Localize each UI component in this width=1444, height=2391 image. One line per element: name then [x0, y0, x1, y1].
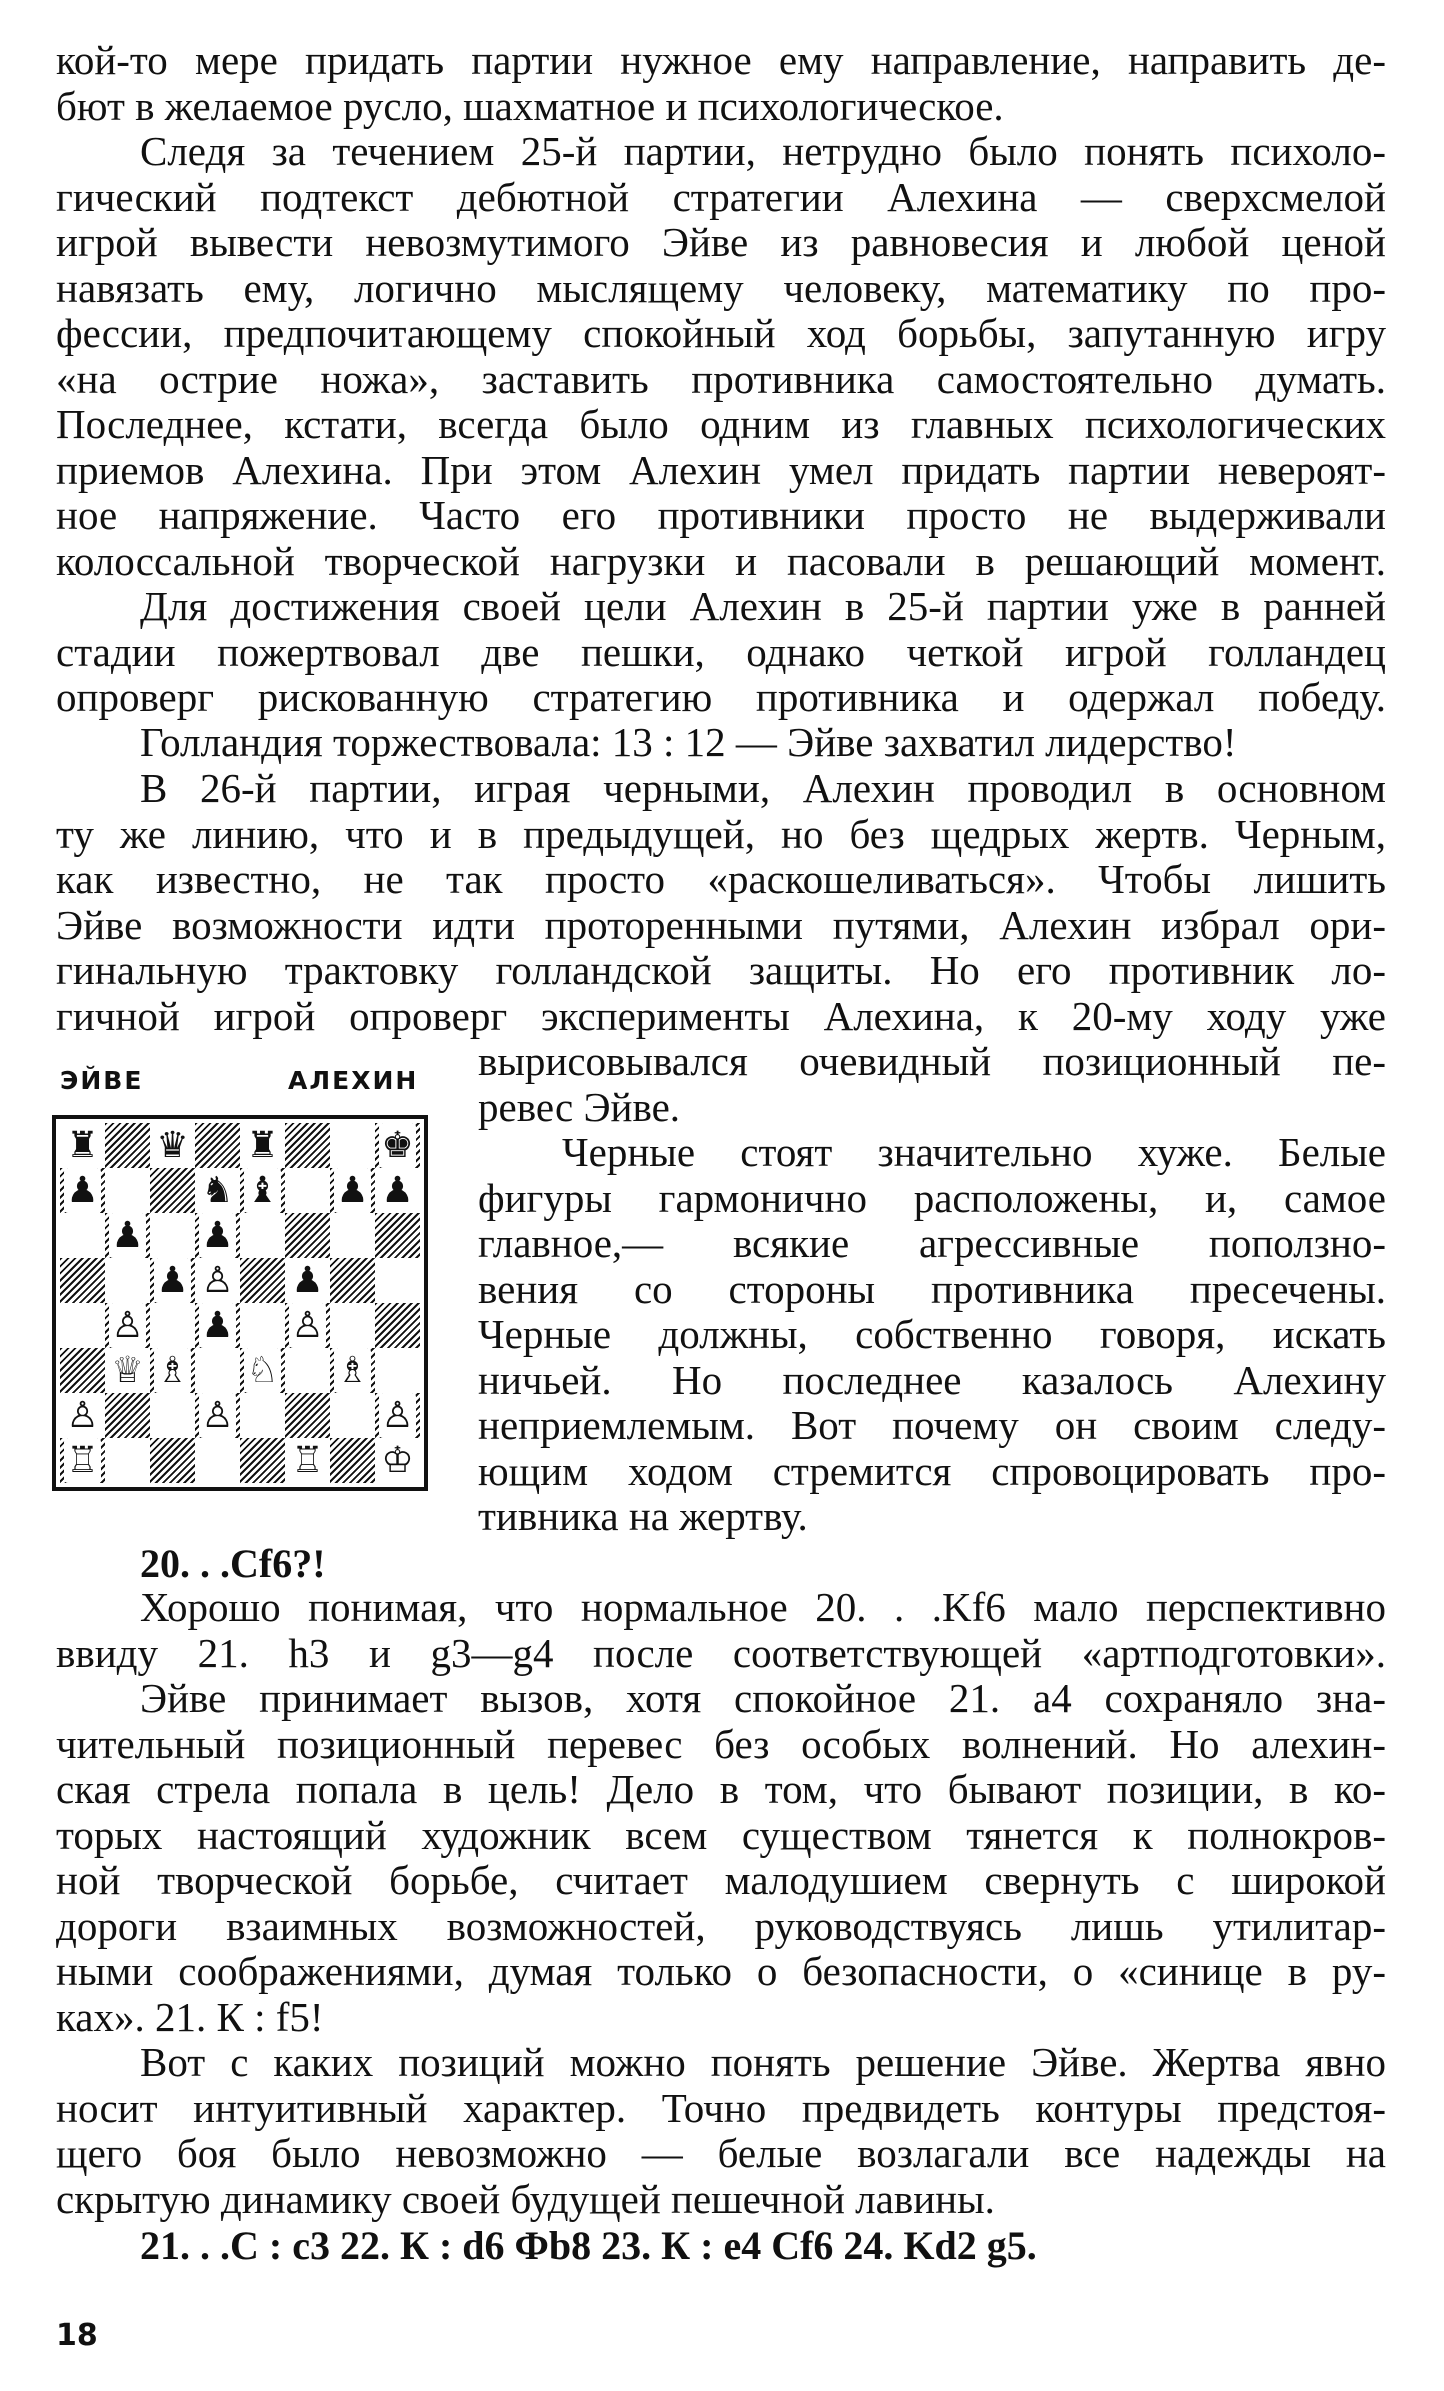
- board-square: [60, 1393, 105, 1438]
- board-square: [105, 1348, 150, 1393]
- chess-piece: ♙: [201, 1260, 234, 1301]
- chess-piece: ♖: [66, 1440, 99, 1481]
- chess-diagram: [52, 1115, 428, 1491]
- chess-piece: ♜: [246, 1125, 279, 1166]
- text-line: колоссальной творческой нагрузки и пасовали в решающий момент.: [56, 537, 1386, 584]
- board-square: [195, 1348, 240, 1393]
- text-line: игрой вывести невозмутимого Эйве из равновесия и любой ценой: [56, 219, 1386, 265]
- board-square: [330, 1303, 375, 1348]
- text-line: кой-то мере придать партии нужное ему направление, направить де-: [56, 37, 1386, 83]
- board-square: [105, 1168, 150, 1213]
- board-square: [195, 1393, 240, 1438]
- board-square: [285, 1348, 330, 1393]
- board-square: [195, 1303, 240, 1348]
- chess-piece: ♜: [66, 1125, 99, 1166]
- white-player-name: ЭЙВЕ: [60, 1066, 144, 1095]
- board-square: [330, 1393, 375, 1438]
- paragraph-2: [56, 129, 1386, 584]
- board-square: [195, 1213, 240, 1258]
- board-square: [150, 1123, 195, 1168]
- board-square: [105, 1213, 150, 1258]
- text-line: Вот с каких позиций можно понять решение Эйве. Жертва явно: [140, 2039, 1386, 2085]
- chess-piece: ♟: [336, 1170, 369, 1211]
- paragraph-5: [56, 766, 1386, 1039]
- text-line: ное напряжение. Часто его противники просто не выдерживали: [56, 492, 1386, 538]
- board-square: [330, 1438, 375, 1483]
- board-square: [375, 1393, 420, 1438]
- board-square: [330, 1123, 375, 1168]
- move-annotation: 20. . .Сf6?!: [140, 1541, 326, 1586]
- board-square: [150, 1303, 195, 1348]
- chess-piece: ♙: [201, 1395, 234, 1436]
- text-line: ными соображениями, думая только о безопасности, о «синице в ру-: [56, 1948, 1386, 1994]
- chess-piece: ♟: [66, 1170, 99, 1211]
- text-line: бют в желаемое русло, шахматное и психологическое.: [56, 82, 1004, 129]
- chess-piece: ♟: [381, 1170, 414, 1211]
- board-square: [285, 1393, 330, 1438]
- chess-piece: ♙: [381, 1395, 414, 1436]
- board-square: [105, 1393, 150, 1438]
- board-square: [285, 1168, 330, 1213]
- chess-piece: ♚: [381, 1125, 414, 1166]
- chess-piece: ♙: [291, 1305, 324, 1346]
- text-line: вырисовывался очевидный позиционный пе-: [478, 1038, 1386, 1084]
- page-number: 18: [56, 2318, 98, 2353]
- chess-piece: ♟: [201, 1215, 234, 1256]
- text-line: Хорошо понимая, что нормальное 20. . .Kf6 мало перспективно: [140, 1584, 1386, 1630]
- text-line: ной творческой борьбе, считает малодушием свернуть с широкой: [56, 1857, 1386, 1903]
- board-square: [150, 1348, 195, 1393]
- board-square: [105, 1303, 150, 1348]
- board-square: [285, 1258, 330, 1303]
- board-square: [150, 1438, 195, 1483]
- text-line: скрытую динамику своей будущей пешечной лавины.: [56, 2175, 995, 2222]
- chess-piece: ♞: [201, 1170, 234, 1211]
- board-square: [105, 1438, 150, 1483]
- text-line: Голландия торжествовала: 13 : 12 — Эйве захватил лидерство!: [140, 719, 1237, 765]
- board-square: [105, 1258, 150, 1303]
- text-line: как известно, не так просто «раскошеливаться». Чтобы лишить: [56, 856, 1386, 902]
- chess-piece: ♔: [381, 1440, 414, 1481]
- board-square: [150, 1258, 195, 1303]
- board-square: [330, 1168, 375, 1213]
- board-square: [330, 1258, 375, 1303]
- chess-piece: ♕: [111, 1350, 144, 1391]
- text-line: ничьей. Но последнее казалось Алехину: [478, 1356, 1386, 1403]
- text-line: Эйве возможности идти проторенными путями, Алехин избрал ори-: [56, 901, 1386, 948]
- board-square: [375, 1258, 420, 1303]
- text-line: щего боя было невозможно — белые возлагали все надежды на: [56, 2130, 1386, 2176]
- text-line: Следя за течением 25-й партии, нетрудно было понять психоло-: [140, 128, 1386, 174]
- chess-piece: ♟: [156, 1260, 189, 1301]
- text-line: носит интуитивный характер. Точно предвидеть контуры предстоя-: [56, 2084, 1386, 2131]
- text-line: фессии, предпочитающему спокойный ход борьбы, запутанную игру: [56, 310, 1386, 356]
- board-square: [240, 1213, 285, 1258]
- board-square: [285, 1213, 330, 1258]
- chess-piece: ♗: [156, 1350, 189, 1391]
- text-line: приемов Алехина. При этом Алехин умел придать партии невероят-: [56, 446, 1386, 493]
- text-line: гичной игрой опроверг эксперименты Алехина, к 20-му ходу уже: [56, 992, 1386, 1039]
- text-line: Черные должны, собственно говоря, искать: [478, 1311, 1386, 1357]
- chess-piece: ♟: [111, 1215, 144, 1256]
- board-square: [375, 1438, 420, 1483]
- text-line: торых настоящий художник всем существом тянется к полнокров-: [56, 1811, 1386, 1858]
- chess-board: [60, 1123, 420, 1483]
- text-line: стадии пожертвовал две пешки, однако четкой игрой голландец: [56, 628, 1386, 675]
- board-square: [285, 1123, 330, 1168]
- text-line: ревес Эйве.: [478, 1083, 681, 1130]
- board-square: [285, 1438, 330, 1483]
- text-line: главное,— всякие агрессивные поползно-: [478, 1220, 1386, 1266]
- chess-piece: ♝: [246, 1170, 279, 1211]
- text-line: ввиду 21. h3 и g3—g4 после соответствующей «артподготовки».: [56, 1629, 1386, 1676]
- board-square: [60, 1168, 105, 1213]
- paragraph-1: [56, 38, 1386, 129]
- text-line: ющим ходом стремится спровоцировать про-: [478, 1447, 1386, 1494]
- board-square: [240, 1258, 285, 1303]
- board-square: [60, 1438, 105, 1483]
- board-square: [375, 1123, 420, 1168]
- board-square: [375, 1303, 420, 1348]
- black-player-name: АЛЕХИН: [288, 1066, 419, 1095]
- board-square: [240, 1168, 285, 1213]
- text-line: опроверг рискованную стратегию противника и одержал победу.: [56, 674, 1386, 720]
- board-square: [195, 1168, 240, 1213]
- chess-piece: ♟: [291, 1260, 324, 1301]
- paragraph-9: [56, 2040, 1386, 2222]
- board-square: [105, 1123, 150, 1168]
- board-square: [375, 1213, 420, 1258]
- board-square: [150, 1393, 195, 1438]
- paragraph-3: [56, 584, 1386, 721]
- text-line: гический подтекст дебютной стратегии Алехина — сверхсмелой: [56, 173, 1386, 220]
- text-line: ту же линию, что и в предыдущей, но без щедрых жертв. Черным,: [56, 810, 1386, 857]
- move-annotation: 21. . .С : с3 22. К : d6 Фb8 23. К : е4 Сf6 24. Kd2 g5.: [140, 2223, 1037, 2268]
- board-square: [60, 1213, 105, 1258]
- paragraph-4: [56, 720, 1386, 766]
- chess-piece: ♟: [201, 1305, 234, 1346]
- board-square: [240, 1393, 285, 1438]
- board-square: [240, 1303, 285, 1348]
- board-square: [150, 1213, 195, 1258]
- text-line: дороги взаимных возможностей, руководствуясь лишь утилитар-: [56, 1902, 1386, 1949]
- board-square: [195, 1438, 240, 1483]
- board-square: [60, 1348, 105, 1393]
- text-line: чительный позиционный перевес без особых волнений. Но алехин-: [56, 1720, 1386, 1767]
- text-line: ская стрела попала в цель! Дело в том, что бывают позиции, в ко-: [56, 1766, 1386, 1812]
- chess-piece: ♘: [246, 1350, 279, 1391]
- text-line: фигуры гармонично расположены, и, самое: [478, 1174, 1386, 1221]
- board-square: [240, 1348, 285, 1393]
- board-square: [195, 1258, 240, 1303]
- paragraph-7: [56, 1585, 1386, 1676]
- board-square: [60, 1303, 105, 1348]
- paragraph-6: [478, 1130, 1386, 1540]
- text-line: Эйве принимает вызов, хотя спокойное 21. а4 сохраняло зна-: [140, 1675, 1386, 1721]
- text-line: Черные стоят значительно хуже. Белые: [562, 1129, 1386, 1175]
- board-square: [330, 1213, 375, 1258]
- board-square: [285, 1303, 330, 1348]
- paragraph-5-continued: [478, 1039, 1386, 1130]
- text-line: Для достижения своей цели Алехин в 25-й партии уже в ранней: [140, 583, 1386, 629]
- text-line: Последнее, кстати, всегда было одним из главных психологических: [56, 401, 1386, 447]
- chess-piece: ♛: [156, 1125, 189, 1166]
- board-square: [240, 1438, 285, 1483]
- board-square: [195, 1123, 240, 1168]
- text-line: неприемлемым. Вот почему он своим следу-: [478, 1402, 1386, 1448]
- board-square: [240, 1123, 285, 1168]
- text-line: тивника на жертву.: [478, 1493, 808, 1539]
- chess-piece: ♗: [336, 1350, 369, 1391]
- chess-piece: ♙: [66, 1395, 99, 1436]
- text-line: В 26-й партии, играя черными, Алехин проводил в основном: [140, 765, 1386, 811]
- board-square: [60, 1123, 105, 1168]
- text-line: ках». 21. К : f5!: [56, 1993, 324, 2040]
- text-line: вения со стороны противника пресечены.: [478, 1265, 1386, 1312]
- text-line: гинальную трактовку голландской защиты. Но его противник ло-: [56, 947, 1386, 993]
- board-square: [375, 1168, 420, 1213]
- chess-piece: ♙: [111, 1305, 144, 1346]
- chess-piece: ♖: [291, 1440, 324, 1481]
- board-square: [60, 1258, 105, 1303]
- text-line: «на острие ножа», заставить противника самостоятельно думать.: [56, 355, 1386, 402]
- board-square: [150, 1168, 195, 1213]
- text-line: навязать ему, логично мыслящему человеку, математику по про-: [56, 264, 1386, 311]
- board-square: [330, 1348, 375, 1393]
- board-square: [375, 1348, 420, 1393]
- paragraph-8: [56, 1676, 1386, 2040]
